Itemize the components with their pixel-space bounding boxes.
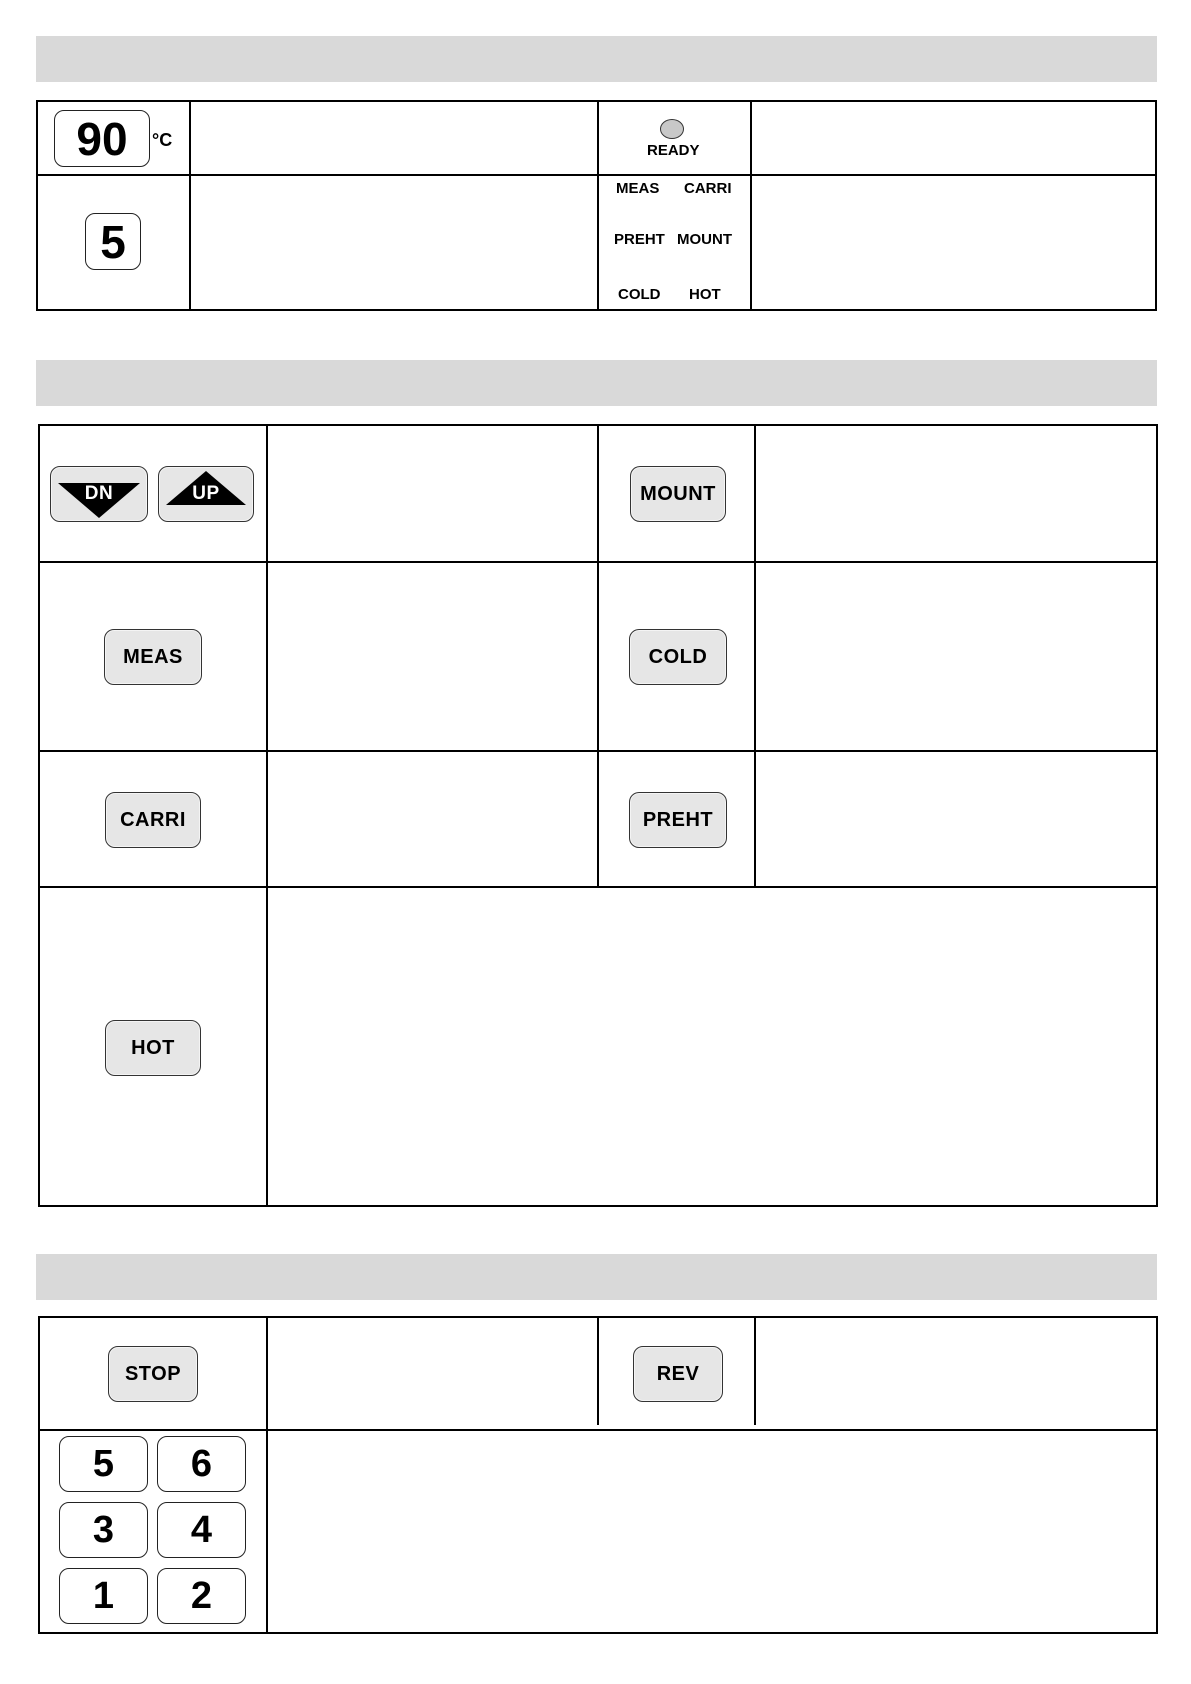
step-value: 5 (100, 215, 126, 268)
numkey-6[interactable]: 6 (157, 1436, 246, 1492)
preht-button[interactable]: PREHT (629, 792, 727, 848)
keys-table (38, 424, 1158, 1207)
indicator-cold: COLD (618, 286, 661, 303)
display-table (36, 100, 1157, 311)
indicator-preht: PREHT (614, 231, 665, 248)
temperature-display (54, 110, 150, 167)
indicator-carri: CARRI (684, 180, 732, 197)
rev-button[interactable]: REV (633, 1346, 723, 1402)
hot-button[interactable]: HOT (105, 1020, 201, 1076)
ready-label: READY (647, 142, 700, 159)
ready-led-icon (660, 119, 684, 139)
section-header-motor (36, 1254, 1157, 1300)
numkey-1[interactable]: 1 (59, 1568, 148, 1624)
dn-button[interactable] (50, 466, 148, 522)
stop-button[interactable]: STOP (108, 1346, 198, 1402)
meas-button[interactable]: MEAS (104, 629, 202, 685)
temperature-unit: °C (152, 130, 173, 150)
mount-button[interactable]: MOUNT (630, 466, 726, 522)
cold-button[interactable]: COLD (629, 629, 727, 685)
section-header-display (36, 36, 1157, 82)
step-display (85, 213, 141, 270)
numkey-5[interactable]: 5 (59, 1436, 148, 1492)
numkey-4[interactable]: 4 (157, 1502, 246, 1558)
up-label: UP (192, 483, 220, 504)
section-header-keys (36, 360, 1157, 406)
indicator-hot: HOT (689, 286, 721, 303)
motor-table (38, 1316, 1158, 1634)
indicator-meas: MEAS (616, 180, 660, 197)
carri-button[interactable]: CARRI (105, 792, 201, 848)
numkey-3[interactable]: 3 (59, 1502, 148, 1558)
temperature-value: 90 (76, 112, 128, 165)
up-button[interactable] (158, 466, 254, 522)
dn-label: DN (84, 483, 114, 504)
indicator-mount: MOUNT (677, 231, 732, 248)
numkey-2[interactable]: 2 (157, 1568, 246, 1624)
